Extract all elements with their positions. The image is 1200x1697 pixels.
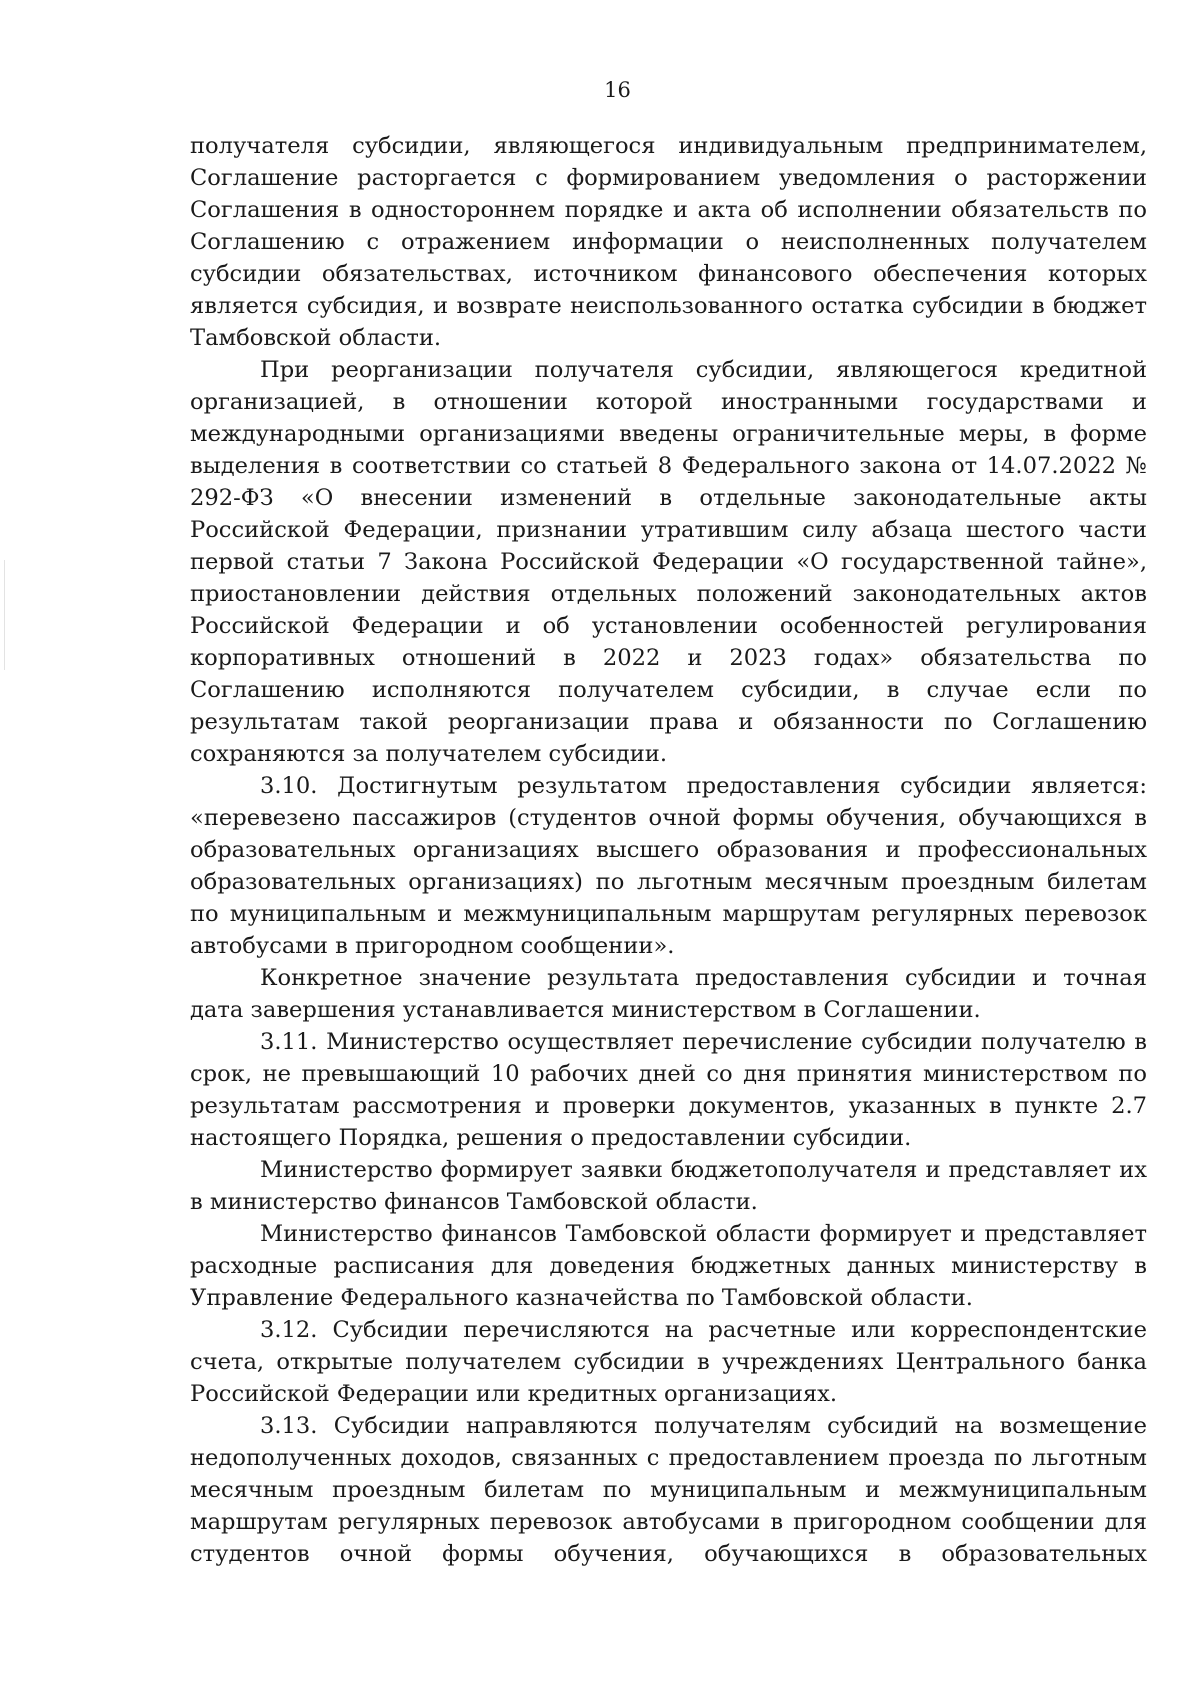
- paragraph-p9: 3.13. Субсидии направляются получателям субсидий на возмещение недополученных доходов, связанных с предоставлением проезда по льготным месячным проездным билетам по муниципальным и межмуниципальным маршрутам регулярных перевозок автобусами в пригородном сообщении для студентов очной формы обучения, обучающихся в образовательных: [190, 1413, 1147, 1567]
- page-number: 16: [604, 78, 631, 102]
- paragraph-p7: Министерство финансов Тамбовской области формирует и представляет расходные расписания для доведения бюджетных данных министерству в Управление Федерального казначейства по Тамбовской области.: [190, 1221, 1147, 1311]
- paragraph-p5: 3.11. Министерство осуществляет перечисление субсидии получателю в срок, не превышающий 10 рабочих дней со дня принятия министерством по результатам рассмотрения и проверки документов, указанных в пункте 2.7 настоящего Порядка, решения о предоставлении субсидии.: [190, 1029, 1147, 1151]
- paragraph-p2: При реорганизации получателя субсидии, являющегося кредитной организацией, в отношении которой иностранными государствами и международными организациями введены ограничительные меры, в форме выделения в соответствии со статьей 8 Федерального закона от 14.07.2022 № 292-ФЗ «О внесении изменений в отдельные законодательные акты Российской Федерации, признании утратившим силу абзаца шестого части первой статьи 7 Закона Российской Федерации «О государственной тайне», приостановлении действия отдельных положений законодательных актов Российской Федерации и об установлении особенностей регулирования корпоративных отношений в 2022 и 2023 годах» обязательства по Соглашению исполняются получателем субсидии, в случае если по результатам такой реорганизации права и обязанности по Соглашению сохраняются за получателем субсидии.: [190, 357, 1147, 767]
- paragraph-p6: Министерство формирует заявки бюджетополучателя и представляет их в министерство финансов Тамбовской области.: [190, 1157, 1147, 1215]
- paragraph-p1: получателя субсидии, являющегося индивидуальным предпринимателем, Соглашение расторгается с формированием уведомления о расторжении Соглашения в одностороннем порядке и акта об исполнении обязательств по Соглашению с отражением информации о неисполненных получателем субсидии обязательствах, источником финансового обеспечения которых является субсидия, и возврате неиспользованного остатка субсидии в бюджет Тамбовской области.: [190, 133, 1147, 351]
- document-body: [190, 130, 1147, 1570]
- scan-edge-mark: [4, 560, 5, 670]
- paragraph-p4: Конкретное значение результата предоставления субсидии и точная дата завершения устанавливается министерством в Соглашении.: [190, 965, 1147, 1023]
- paragraph-p8: 3.12. Субсидии перечисляются на расчетные или корреспондентские счета, открытые получателем субсидии в учреждениях Центрального банка Российской Федерации или кредитных организациях.: [190, 1317, 1147, 1407]
- paragraph-p3: 3.10. Достигнутым результатом предоставления субсидии является: «перевезено пассажиров (студентов очной формы обучения, обучающихся в образовательных организациях высшего образования и профессиональных образовательных организациях) по льготным месячным проездным билетам по муниципальным и межмуниципальным маршрутам регулярных перевозок автобусами в пригородном сообщении».: [190, 773, 1147, 959]
